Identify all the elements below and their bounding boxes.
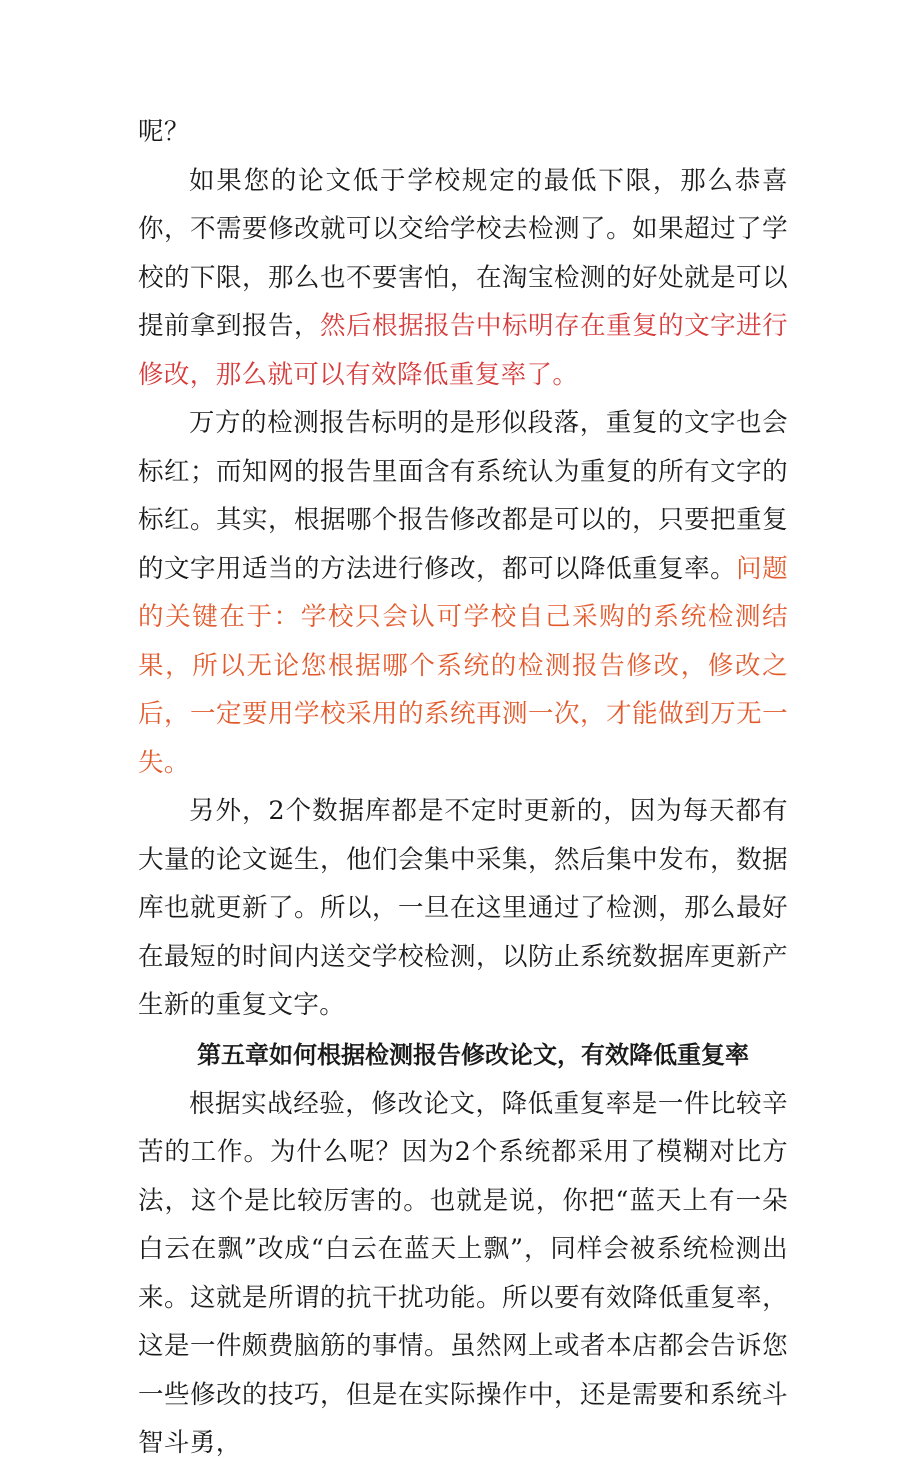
paragraph-lower-limit [138,157,788,400]
paragraph-database-update [138,787,788,1030]
text-run: 根据实战经验，修改论文，降低重复率是一件比较辛苦的工作。为什么呢？因为2个系统都采用了模糊对比方法，这个是比较厉害的。也就是说，你把“蓝天上有一朵白云在飘”改成“白云在蓝天上飘”，同样会被系统检测出来。这就是所谓的抗干扰功能。所以要有效降低重复率，这是一件颇费脑筋的事情。虽然网上或者本店都会告诉您一些修改的技巧，但是在实际操作中，还是需要和系统斗智斗勇， [138,1088,788,1458]
highlighted-text-run: 问题的关键在于：学校只会认可学校自己采购的系统检测结果，所以无论您根据哪个系统的检测报告修改，修改之后，一定要用学校采用的系统再测一次，才能做到万无一失。 [138,553,788,778]
text-run: 另外，2个数据库都是不定时更新的，因为每天都有大量的论文诞生，他们会集中采集，然后集中发布，数据库也就更新了。所以，一旦在这里通过了检测，那么最好在最短的时间内送交学校检测，以防止系统数据库更新产生新的重复文字。 [138,796,788,1020]
highlighted-text-run: 然后根据报告中标明存在重复的文字进行修改，那么就可以有效降低重复率了。 [138,311,788,390]
paragraph-report-comparison [138,399,788,787]
text-run: 如果您的论文低于学校规定的最低下限，那么恭喜你，不需要修改就可以交给学校去检测了。如果超过了学校的下限，那么也不要害怕，在淘宝检测的好处就是可以提前拿到报告， [138,165,788,341]
paragraph-continuation [138,108,788,157]
text-run: 万方的检测报告标明的是形似段落，重复的文字也会标红；而知网的报告里面含有系统认为重复的所有文字的标红。其实，根据哪个报告修改都是可以的，只要把重复的文字用适当的方法进行修改，都可以降低重复率。 [138,408,788,584]
text-run: 呢？ [138,117,190,147]
chapter-heading: 第五章如何根据检测报告修改论文，有效降低重复率 [197,1040,749,1069]
paragraph-experience [138,1080,788,1468]
document-page [138,108,788,1468]
